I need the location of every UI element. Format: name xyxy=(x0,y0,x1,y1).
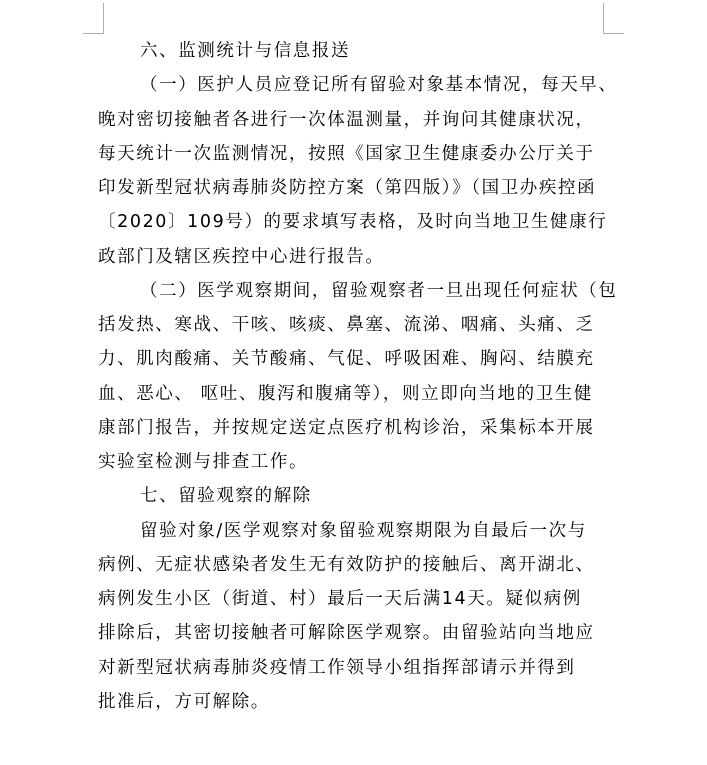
paragraph-line: 〔2020〕109号）的要求填写表格，及时向当地卫生健康行 xyxy=(98,212,608,233)
paragraph-line: 实验室检测与排查工作。 xyxy=(98,452,309,472)
paragraph-line: 力、肌肉酸痛、关节酸痛、气促、呼吸困难、胸闷、结膜充 xyxy=(98,349,595,370)
paragraph-line: 印发新型冠状病毒肺炎防控方案（第四版）》（国卫办疾控函 xyxy=(98,178,597,198)
section-heading-7: 七、留验观察的解除 xyxy=(140,486,312,507)
paragraph-line: 病例、无症状感染者发生无有效防护的接触后、离开湖北、 xyxy=(98,554,595,575)
paragraph-line: 晚对密切接触者各进行一次体温测量，并询问其健康状况， xyxy=(98,109,595,130)
paragraph-line: 排除后，其密切接触者可解除医学观察。由留验站向当地应 xyxy=(98,623,595,644)
paragraph-line: 政部门及辖区疾控中心进行报告。 xyxy=(98,246,385,267)
paragraph-line: 康部门报告，并按规定送定点医疗机构诊治，采集标本开展 xyxy=(98,417,595,438)
crop-mark-top-right xyxy=(603,3,624,34)
paragraph-line: 病例发生小区（街道、村）最后一天后满14天。疑似病例 xyxy=(98,589,582,609)
paragraph-line: 留验对象/医学观察对象留验观察期限为自最后一次与 xyxy=(140,520,587,541)
paragraph-line: 每天统计一次监测情况，按照《国家卫生健康委办公厅关于 xyxy=(98,143,595,164)
paragraph-line: 对新型冠状病毒肺炎疫情工作领导小组指挥部请示并得到 xyxy=(98,657,576,678)
paragraph-line: （一）医护人员应登记所有留验对象基本情况，每天早、 xyxy=(140,75,618,96)
crop-mark-top-left xyxy=(83,3,104,34)
paragraph-line: 括发热、寒战、干咳、咳痰、鼻塞、流涕、咽痛、头痛、乏 xyxy=(98,315,595,335)
paragraph-line: 批准后，方可解除。 xyxy=(98,691,270,712)
paragraph-line: （二）医学观察期间，留验观察者一旦出现任何症状（包 xyxy=(140,280,618,301)
section-heading-6: 六、监测统计与信息报送 xyxy=(140,41,351,61)
paragraph-line: 血、恶心、 呕吐、腹泻和腹痛等），则立即向当地的卫生健 xyxy=(98,383,594,404)
document-body xyxy=(98,34,618,719)
